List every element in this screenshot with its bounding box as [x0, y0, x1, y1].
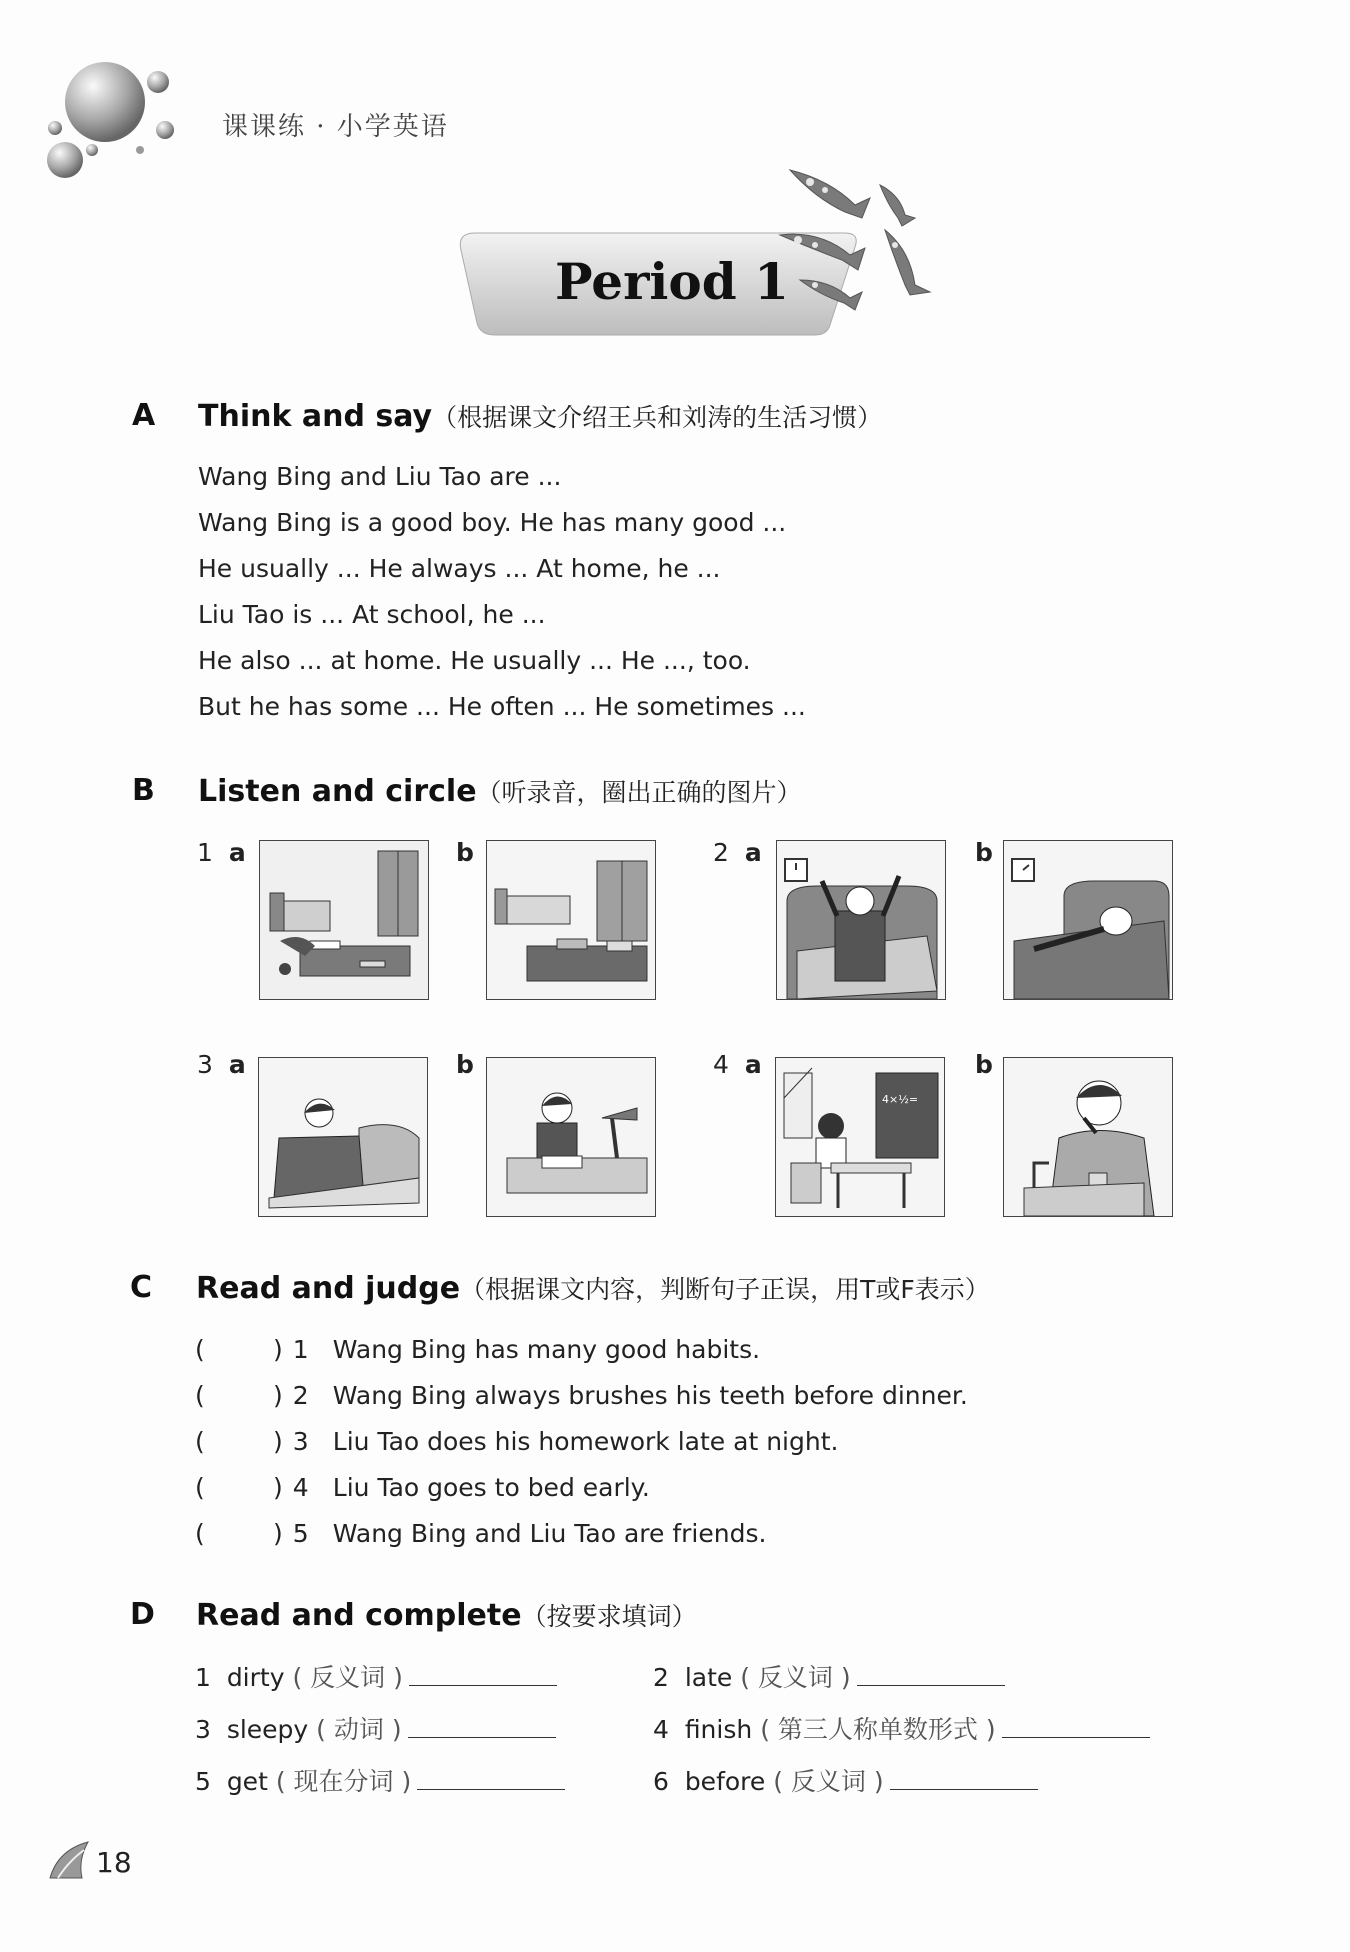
blackboard-text: 4×½= [882, 1093, 919, 1106]
fill-word: finish [684, 1715, 753, 1744]
section-b-letter: B [132, 773, 155, 808]
fill-item [195, 1710, 556, 1746]
bubbles-decoration [40, 50, 200, 190]
option-label: a [228, 838, 246, 867]
fish-decoration [770, 160, 950, 335]
judge-item [195, 1464, 968, 1510]
fill-hint: ( 现在分词 ) [275, 1767, 412, 1796]
section-a-lines [198, 454, 806, 730]
section-c-note: （根据课文内容，判断句子正误，用T或F表示） [460, 1275, 990, 1304]
period-title: Period 1 [555, 252, 789, 311]
section-b-note: （听录音，圈出正确的图片） [476, 778, 802, 807]
statement-text: Wang Bing and Liu Tao are friends. [332, 1518, 767, 1548]
statement-text: Wang Bing has many good habits. [332, 1334, 761, 1364]
statement-text: Wang Bing always brushes his teeth before dinner. [332, 1380, 968, 1410]
picture-boy-folding-clothes[interactable] [258, 1057, 428, 1217]
fill-word: sleepy [226, 1715, 309, 1744]
picture-boy-doing-homework[interactable] [486, 1057, 656, 1217]
option-label: b [975, 838, 993, 867]
fill-hint: ( 第三人称单数形式 ) [760, 1715, 996, 1744]
picture-boy-waking-up[interactable] [776, 840, 946, 1000]
item-number: 4 [292, 1472, 309, 1502]
fill-item [653, 1658, 1005, 1694]
section-d-letter: D [130, 1597, 155, 1632]
item-number: 2 [653, 1663, 669, 1692]
section-c-title: Read and judge [196, 1271, 461, 1306]
answer-blank[interactable] [857, 1665, 1005, 1686]
item-number: 6 [653, 1767, 669, 1796]
leaf-icon [48, 1840, 94, 1880]
answer-blank-close: ) [273, 1518, 283, 1548]
item-number: 1 [197, 838, 213, 867]
page-number: 18 [96, 1846, 132, 1879]
answer-blank-close: ) [273, 1334, 283, 1364]
answer-blank-open[interactable]: ( [195, 1334, 205, 1364]
judge-item [195, 1372, 968, 1418]
item-number: 3 [197, 1050, 213, 1079]
picture-man-brushing-teeth[interactable] [1003, 1057, 1173, 1217]
option-label: a [228, 1050, 246, 1079]
option-label: b [456, 1050, 474, 1079]
section-a-line: He also ... at home. He usually ... He ..., too. [198, 646, 751, 675]
picture-boy-at-school[interactable] [775, 1057, 945, 1217]
item-number: 4 [713, 1050, 729, 1079]
item-number: 4 [653, 1715, 669, 1744]
fill-item [653, 1710, 1150, 1746]
answer-blank[interactable] [417, 1769, 565, 1790]
fill-word: get [226, 1767, 268, 1796]
fill-hint: ( 反义词 ) [740, 1663, 851, 1692]
option-label: a [744, 1050, 762, 1079]
item-number: 5 [292, 1518, 309, 1548]
section-a-line: Liu Tao is ... At school, he ... [198, 600, 546, 629]
section-a-line: Wang Bing is a good boy. He has many good ... [198, 508, 787, 537]
item-number: 1 [195, 1663, 211, 1692]
answer-blank-open[interactable]: ( [195, 1380, 205, 1410]
answer-blank-close: ) [273, 1380, 283, 1410]
fill-hint: ( 动词 ) [316, 1715, 402, 1744]
judge-list [195, 1326, 968, 1556]
section-a-letter: A [132, 398, 156, 433]
section-a-line: He usually ... He always ... At home, he ... [198, 554, 721, 583]
item-number: 1 [292, 1334, 309, 1364]
fill-hint: ( 反义词 ) [773, 1767, 884, 1796]
item-number: 2 [713, 838, 729, 867]
fill-hint: ( 反义词 ) [292, 1663, 403, 1692]
section-a-note: （根据课文介绍王兵和刘涛的生活习惯） [432, 403, 883, 432]
option-label: a [744, 838, 762, 867]
picture-messy-room[interactable] [259, 840, 429, 1000]
option-label: b [456, 838, 474, 867]
answer-blank-close: ) [273, 1472, 283, 1502]
section-a-line: But he has some ... He often ... He sometimes ... [198, 692, 806, 721]
answer-blank-open[interactable]: ( [195, 1472, 205, 1502]
section-b-title: Listen and circle [198, 774, 477, 809]
answer-blank-open[interactable]: ( [195, 1426, 205, 1456]
statement-text: Liu Tao does his homework late at night. [332, 1426, 839, 1456]
picture-tidy-room[interactable] [486, 840, 656, 1000]
fill-item [653, 1762, 1038, 1798]
item-number: 3 [195, 1715, 211, 1744]
fill-word: dirty [226, 1663, 285, 1692]
item-number: 2 [292, 1380, 309, 1410]
judge-item [195, 1326, 968, 1372]
book-title: 课课练 · 小学英语 [222, 112, 449, 142]
fill-item [195, 1658, 557, 1694]
fill-item [195, 1762, 565, 1798]
answer-blank[interactable] [890, 1769, 1038, 1790]
section-a-line: Wang Bing and Liu Tao are ... [198, 462, 562, 491]
section-a-title: Think and say [198, 399, 433, 434]
answer-blank[interactable] [409, 1665, 557, 1686]
picture-boy-sleeping[interactable] [1003, 840, 1173, 1000]
item-number: 5 [195, 1767, 211, 1796]
answer-blank[interactable] [408, 1717, 556, 1738]
answer-blank-close: ) [273, 1426, 283, 1456]
statement-text: Liu Tao goes to bed early. [332, 1472, 650, 1502]
section-d-note: （按要求填词） [521, 1602, 697, 1631]
section-d-title: Read and complete [196, 1598, 522, 1633]
option-label: b [975, 1050, 993, 1079]
section-c-letter: C [130, 1270, 153, 1305]
fill-word: late [684, 1663, 733, 1692]
item-number: 3 [292, 1426, 309, 1456]
judge-item [195, 1510, 968, 1556]
answer-blank-open[interactable]: ( [195, 1518, 205, 1548]
answer-blank[interactable] [1002, 1717, 1150, 1738]
fill-word: before [684, 1767, 766, 1796]
judge-item [195, 1418, 968, 1464]
